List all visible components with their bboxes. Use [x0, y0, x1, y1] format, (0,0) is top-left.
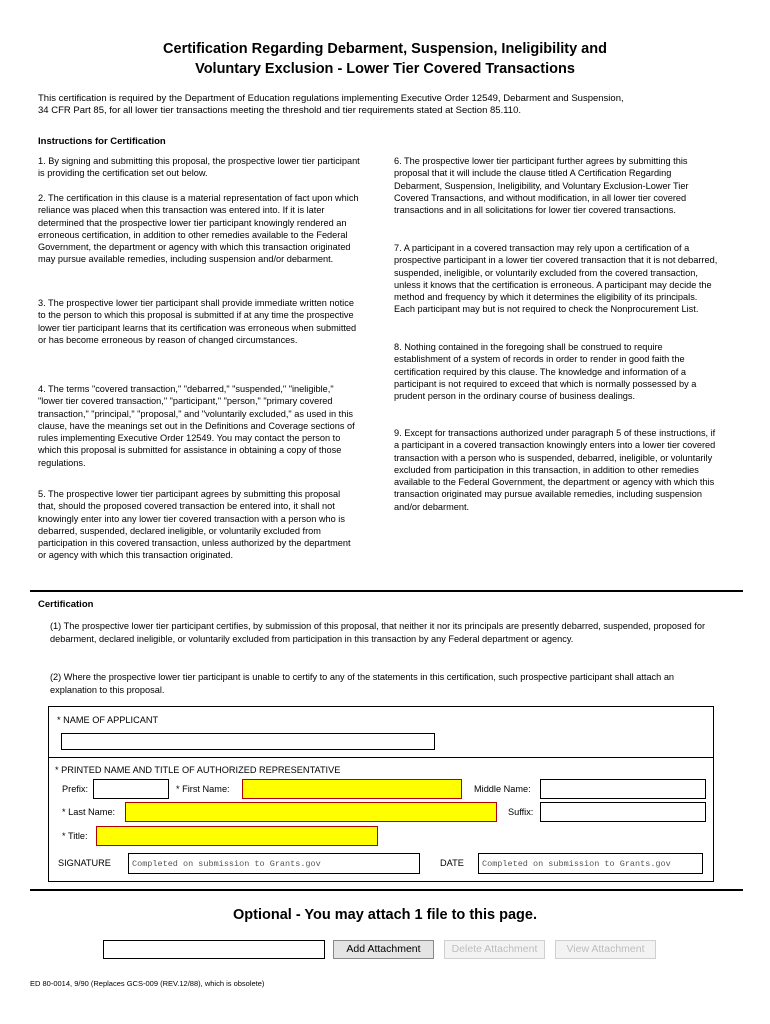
instruction-paragraph-3: 3. The prospective lower tier participant shall provide immediate written notice to the person to which this proposal is submitted if at any time the prospective lower tier participant learns that its certification was erroneous when submitted or has become erroneous by reason of changed circumstances. — [38, 298, 357, 345]
form-row-divider — [48, 757, 714, 758]
signature-field: Completed on submission to Grants.gov — [128, 853, 420, 874]
instruction-paragraph-6: 6. The prospective lower tier participant further agrees by submitting this proposal that it will include the clause titled A Certification Regarding Debarment, Suspension, Ineligibility, and Voluntary Exclusion-Lower Tier Covered Transactions, and without modification, in all lower tier covered transactions and in all solicitations for lower tier covered transactions. — [394, 156, 689, 216]
form-title-line-1: Certification Regarding Debarment, Suspension, Ineligibility and — [163, 41, 607, 57]
prefix-label: Prefix: — [62, 784, 89, 794]
add-attachment-button[interactable]: Add Attachment — [333, 940, 434, 959]
instruction-paragraph-1: 1. By signing and submitting this proposal, the prospective lower tier participant is providing the certification set out below. — [38, 156, 360, 179]
last-name-label: * Last Name: — [62, 807, 116, 817]
middle-name-label: Middle Name: — [474, 784, 531, 794]
suffix-label: Suffix: — [508, 807, 534, 817]
applicant-name-field[interactable] — [61, 733, 435, 750]
instruction-paragraph-5: 5. The prospective lower tier participant agrees by submitting this proposal that, should the proposed covered transaction be entered into, it shall not knowingly enter into any lower tier covered transaction with a person who is debarred, suspended, declared ineligible, or voluntarily excluded from participation in this covered transaction, unless authorized by the department or agency with which this transaction originated. — [38, 489, 351, 561]
instruction-paragraph-9: 9. Except for transactions authorized under paragraph 5 of these instructions, if a participant in a covered transaction knowingly enters into a lower tier covered transaction with a person who is suspended, debarred, ineligible, or voluntarily excluded from participation in this transaction, in addition to other remedies available to the Federal Government, the department or agency with which this transaction originated may pursue available remedies, including suspension and/or debarment. — [394, 428, 716, 512]
first-name-label: * First Name: — [176, 784, 230, 794]
instruction-paragraph-8: 8. Nothing contained in the foregoing shall be construed to require establishment of a system of records in order to render in good faith the certification required by this clause. The knowledge and information of a participant is not required to exceed that which is normally possessed by a prudent person in the ordinary course of business dealings. — [394, 342, 697, 402]
applicant-name-label: * NAME OF APPLICANT — [57, 715, 159, 725]
view-attachment-button[interactable]: View Attachment — [555, 940, 656, 959]
suffix-field[interactable] — [540, 802, 706, 822]
date-label: DATE — [440, 858, 464, 868]
form-title-line-2: Voluntary Exclusion - Lower Tier Covered Transactions — [195, 61, 575, 77]
section-divider — [30, 590, 743, 592]
first-name-field[interactable] — [242, 779, 462, 799]
title-label: * Title: — [62, 831, 88, 841]
title-field[interactable] — [96, 826, 378, 846]
certification-heading: Certification — [38, 599, 94, 610]
intro-line-2: 34 CFR Part 85, for all lower tier transactions meeting the threshold and tier requirements stated at Section 85.110. — [38, 105, 521, 116]
form-footer: ED 80-0014, 9/90 (Replaces GCS-009 (REV.12/88), which is obsolete) — [30, 979, 265, 988]
certification-statement-2: (2) Where the prospective lower tier participant is unable to certify to any of the statements in this certification, such prospective participant shall attach an explanation to this proposal. — [50, 672, 675, 695]
delete-attachment-button[interactable]: Delete Attachment — [444, 940, 545, 959]
instruction-paragraph-2: 2. The certification in this clause is a material representation of fact upon which reliance was placed when this transaction was entered into. If it is later determined that the prospective lower tier participant knowingly rendered an erroneous certification, in addition to other remedies available to the Federal Government, the department or agency with which this transaction originated may pursue available remedies, including suspension and/or debarment. — [38, 193, 359, 265]
instruction-paragraph-7: 7. A participant in a covered transaction may rely upon a certification of a prospective participant in a lower tier covered transaction that it is not debarred, suspended, ineligible, or voluntarily excluded from the covered transaction, unless it knows that the certification is erroneous. A participant may decide the method and frequency by which it determines the eligibility of its principals. Each participant may but is not required to check the Nonprocurement List. — [394, 243, 718, 315]
date-field: Completed on submission to Grants.gov — [478, 853, 703, 874]
attachment-divider — [30, 889, 743, 891]
instruction-paragraph-4: 4. The terms "covered transaction," "debarred," "suspended," "ineligible," "lower tier covered transaction," "participant," "person," "primary covered transaction," "principal," "proposal," and "voluntarily excluded," as used in this clause, have the meanings set out in the Definitions and Coverage sections of rules implementing Executive Order 12549. You may contact the person to which this proposal is submitted for assistance in obtaining a copy of those regulations. — [38, 384, 355, 468]
prefix-field[interactable] — [93, 779, 169, 799]
representative-heading: * PRINTED NAME AND TITLE OF AUTHORIZED REPRESENTATIVE — [55, 765, 341, 775]
intro-line-1: This certification is required by the Department of Education regulations implementing Executive Order 12549, Debarment and Suspension, — [38, 93, 624, 104]
attachment-filename-field — [103, 940, 325, 959]
middle-name-field[interactable] — [540, 779, 706, 799]
signature-label: SIGNATURE — [58, 858, 111, 868]
certification-statement-1: (1) The prospective lower tier participant certifies, by submission of this proposal, that neither it nor its principals are presently debarred, suspended, proposed for debarment, declared ineligible, or voluntarily excluded from participation in this transaction by any Federal department or agency. — [50, 621, 706, 644]
attachment-heading: Optional - You may attach 1 file to this page. — [232, 907, 537, 923]
instructions-heading: Instructions for Certification — [38, 136, 166, 147]
last-name-field[interactable] — [125, 802, 497, 822]
